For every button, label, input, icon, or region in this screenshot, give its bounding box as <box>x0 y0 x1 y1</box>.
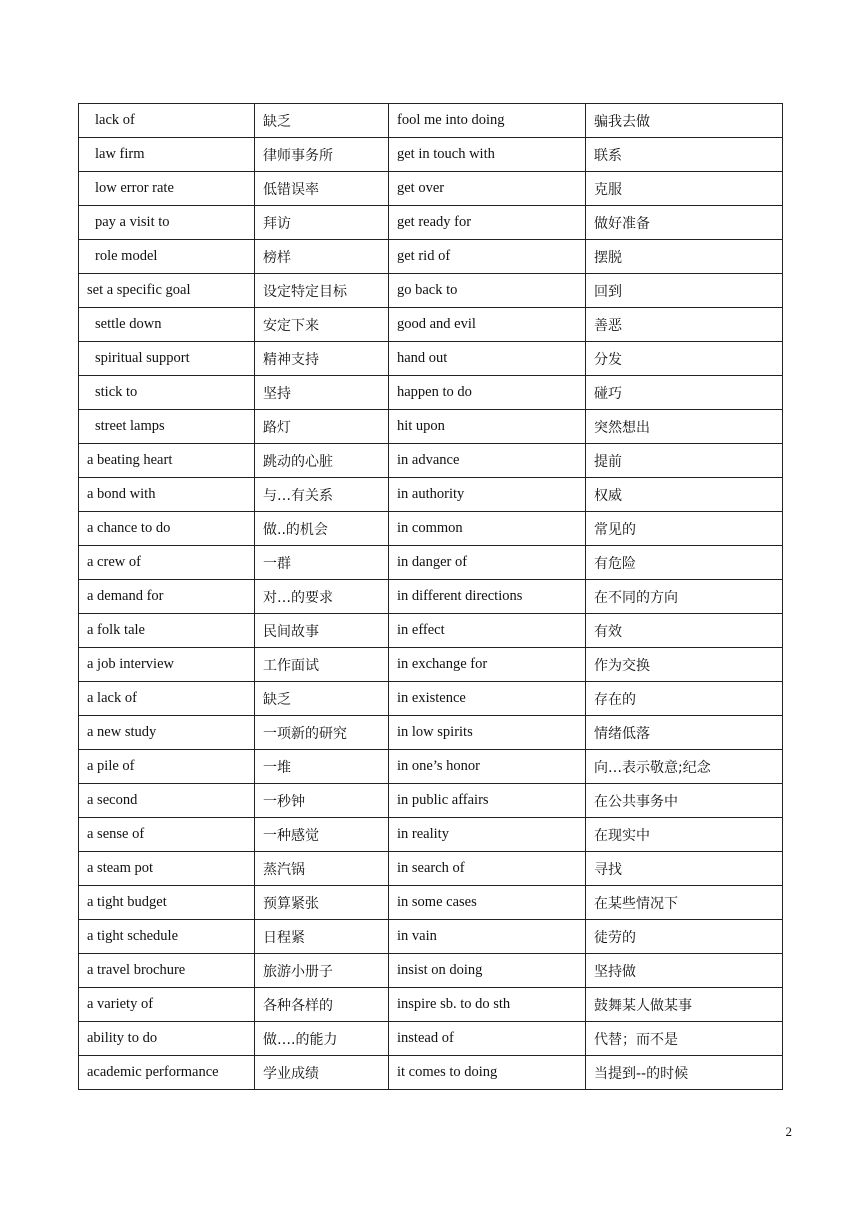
english-phrase-cell: settle down <box>79 308 255 342</box>
chinese-meaning-cell: 安定下来 <box>255 308 389 342</box>
table-row <box>79 376 783 410</box>
english-phrase-cell: a folk tale <box>79 614 255 648</box>
english-phrase-cell: in different directions <box>389 580 586 614</box>
chinese-meaning-cell: 有效 <box>586 614 783 648</box>
english-phrase-cell: inspire sb. to do sth <box>389 988 586 1022</box>
chinese-meaning-cell: 学业成绩 <box>255 1056 389 1090</box>
chinese-meaning-cell: 路灯 <box>255 410 389 444</box>
chinese-meaning-cell: 鼓舞某人做某事 <box>586 988 783 1022</box>
table-row <box>79 546 783 580</box>
english-phrase-cell: in search of <box>389 852 586 886</box>
english-phrase-cell: lack of <box>79 104 255 138</box>
chinese-meaning-cell: 有危险 <box>586 546 783 580</box>
english-phrase-cell: go back to <box>389 274 586 308</box>
chinese-meaning-cell: 克服 <box>586 172 783 206</box>
english-phrase-cell: street lamps <box>79 410 255 444</box>
table-row <box>79 716 783 750</box>
english-phrase-cell: in one’s honor <box>389 750 586 784</box>
english-phrase-cell: in low spirits <box>389 716 586 750</box>
chinese-meaning-cell: 对…的要求 <box>255 580 389 614</box>
english-phrase-cell: in vain <box>389 920 586 954</box>
chinese-meaning-cell: 律师事务所 <box>255 138 389 172</box>
table-row <box>79 648 783 682</box>
vocabulary-table-body <box>79 104 783 1090</box>
chinese-meaning-cell: 善恶 <box>586 308 783 342</box>
english-phrase-cell: a chance to do <box>79 512 255 546</box>
english-phrase-cell: a second <box>79 784 255 818</box>
english-phrase-cell: in exchange for <box>389 648 586 682</box>
chinese-meaning-cell: 做..的机会 <box>255 512 389 546</box>
english-phrase-cell: in authority <box>389 478 586 512</box>
english-phrase-cell: hit upon <box>389 410 586 444</box>
english-phrase-cell: ability to do <box>79 1022 255 1056</box>
chinese-meaning-cell: 联系 <box>586 138 783 172</box>
chinese-meaning-cell: 与…有关系 <box>255 478 389 512</box>
english-phrase-cell: hand out <box>389 342 586 376</box>
chinese-meaning-cell: 情绪低落 <box>586 716 783 750</box>
english-phrase-cell: a job interview <box>79 648 255 682</box>
table-row <box>79 750 783 784</box>
english-phrase-cell: a crew of <box>79 546 255 580</box>
chinese-meaning-cell: 碰巧 <box>586 376 783 410</box>
chinese-meaning-cell: 设定特定目标 <box>255 274 389 308</box>
english-phrase-cell: a demand for <box>79 580 255 614</box>
vocabulary-table <box>78 103 783 1090</box>
chinese-meaning-cell: 民间故事 <box>255 614 389 648</box>
english-phrase-cell: happen to do <box>389 376 586 410</box>
chinese-meaning-cell: 代替；而不是 <box>586 1022 783 1056</box>
chinese-meaning-cell: 向…表示敬意;纪念 <box>586 750 783 784</box>
english-phrase-cell: in some cases <box>389 886 586 920</box>
chinese-meaning-cell: 坚持 <box>255 376 389 410</box>
chinese-meaning-cell: 一种感觉 <box>255 818 389 852</box>
table-row <box>79 954 783 988</box>
table-row <box>79 206 783 240</box>
table-row <box>79 512 783 546</box>
chinese-meaning-cell: 一项新的研究 <box>255 716 389 750</box>
chinese-meaning-cell: 蒸汽锅 <box>255 852 389 886</box>
chinese-meaning-cell: 摆脱 <box>586 240 783 274</box>
table-row <box>79 852 783 886</box>
english-phrase-cell: role model <box>79 240 255 274</box>
english-phrase-cell: a tight budget <box>79 886 255 920</box>
chinese-meaning-cell: 缺乏 <box>255 682 389 716</box>
table-row <box>79 308 783 342</box>
table-row <box>79 104 783 138</box>
english-phrase-cell: get rid of <box>389 240 586 274</box>
table-row <box>79 580 783 614</box>
english-phrase-cell: a beating heart <box>79 444 255 478</box>
chinese-meaning-cell: 日程紧 <box>255 920 389 954</box>
table-row <box>79 920 783 954</box>
english-phrase-cell: in reality <box>389 818 586 852</box>
chinese-meaning-cell: 一堆 <box>255 750 389 784</box>
english-phrase-cell: a pile of <box>79 750 255 784</box>
english-phrase-cell: in danger of <box>389 546 586 580</box>
chinese-meaning-cell: 分发 <box>586 342 783 376</box>
english-phrase-cell: in existence <box>389 682 586 716</box>
english-phrase-cell: get in touch with <box>389 138 586 172</box>
english-phrase-cell: spiritual support <box>79 342 255 376</box>
english-phrase-cell: pay a visit to <box>79 206 255 240</box>
chinese-meaning-cell: 工作面试 <box>255 648 389 682</box>
chinese-meaning-cell: 作为交换 <box>586 648 783 682</box>
chinese-meaning-cell: 做好准备 <box>586 206 783 240</box>
chinese-meaning-cell: 旅游小册子 <box>255 954 389 988</box>
table-row <box>79 342 783 376</box>
english-phrase-cell: a sense of <box>79 818 255 852</box>
table-row <box>79 614 783 648</box>
chinese-meaning-cell: 常见的 <box>586 512 783 546</box>
table-row <box>79 886 783 920</box>
table-row <box>79 274 783 308</box>
english-phrase-cell: it comes to doing <box>389 1056 586 1090</box>
chinese-meaning-cell: 寻找 <box>586 852 783 886</box>
table-row <box>79 1022 783 1056</box>
english-phrase-cell: academic performance <box>79 1056 255 1090</box>
english-phrase-cell: a variety of <box>79 988 255 1022</box>
chinese-meaning-cell: 当提到--的时候 <box>586 1056 783 1090</box>
table-row <box>79 410 783 444</box>
chinese-meaning-cell: 预算紧张 <box>255 886 389 920</box>
chinese-meaning-cell: 一群 <box>255 546 389 580</box>
page-number: 2 <box>785 1124 792 1139</box>
chinese-meaning-cell: 各种各样的 <box>255 988 389 1022</box>
table-row <box>79 682 783 716</box>
english-phrase-cell: get over <box>389 172 586 206</box>
chinese-meaning-cell: 榜样 <box>255 240 389 274</box>
chinese-meaning-cell: 在不同的方向 <box>586 580 783 614</box>
chinese-meaning-cell: 突然想出 <box>586 410 783 444</box>
chinese-meaning-cell: 权威 <box>586 478 783 512</box>
chinese-meaning-cell: 徒劳的 <box>586 920 783 954</box>
english-phrase-cell: in advance <box>389 444 586 478</box>
english-phrase-cell: law firm <box>79 138 255 172</box>
english-phrase-cell: a new study <box>79 716 255 750</box>
english-phrase-cell: fool me into doing <box>389 104 586 138</box>
chinese-meaning-cell: 拜访 <box>255 206 389 240</box>
table-row <box>79 988 783 1022</box>
chinese-meaning-cell: 在某些情况下 <box>586 886 783 920</box>
chinese-meaning-cell: 在公共事务中 <box>586 784 783 818</box>
table-row <box>79 818 783 852</box>
english-phrase-cell: a tight schedule <box>79 920 255 954</box>
english-phrase-cell: set a specific goal <box>79 274 255 308</box>
table-row <box>79 172 783 206</box>
english-phrase-cell: good and evil <box>389 308 586 342</box>
english-phrase-cell: get ready for <box>389 206 586 240</box>
table-row <box>79 138 783 172</box>
english-phrase-cell: a lack of <box>79 682 255 716</box>
table-row <box>79 478 783 512</box>
english-phrase-cell: a travel brochure <box>79 954 255 988</box>
table-row <box>79 784 783 818</box>
chinese-meaning-cell: 坚持做 <box>586 954 783 988</box>
english-phrase-cell: stick to <box>79 376 255 410</box>
chinese-meaning-cell: 回到 <box>586 274 783 308</box>
chinese-meaning-cell: 低错误率 <box>255 172 389 206</box>
table-row <box>79 1056 783 1090</box>
english-phrase-cell: a steam pot <box>79 852 255 886</box>
chinese-meaning-cell: 跳动的心脏 <box>255 444 389 478</box>
chinese-meaning-cell: 骗我去做 <box>586 104 783 138</box>
english-phrase-cell: in public affairs <box>389 784 586 818</box>
chinese-meaning-cell: 做….的能力 <box>255 1022 389 1056</box>
chinese-meaning-cell: 一秒钟 <box>255 784 389 818</box>
chinese-meaning-cell: 存在的 <box>586 682 783 716</box>
chinese-meaning-cell: 精神支持 <box>255 342 389 376</box>
table-row <box>79 240 783 274</box>
english-phrase-cell: in common <box>389 512 586 546</box>
chinese-meaning-cell: 缺乏 <box>255 104 389 138</box>
chinese-meaning-cell: 在现实中 <box>586 818 783 852</box>
english-phrase-cell: a bond with <box>79 478 255 512</box>
chinese-meaning-cell: 提前 <box>586 444 783 478</box>
english-phrase-cell: low error rate <box>79 172 255 206</box>
english-phrase-cell: insist on doing <box>389 954 586 988</box>
english-phrase-cell: in effect <box>389 614 586 648</box>
english-phrase-cell: instead of <box>389 1022 586 1056</box>
table-row <box>79 444 783 478</box>
